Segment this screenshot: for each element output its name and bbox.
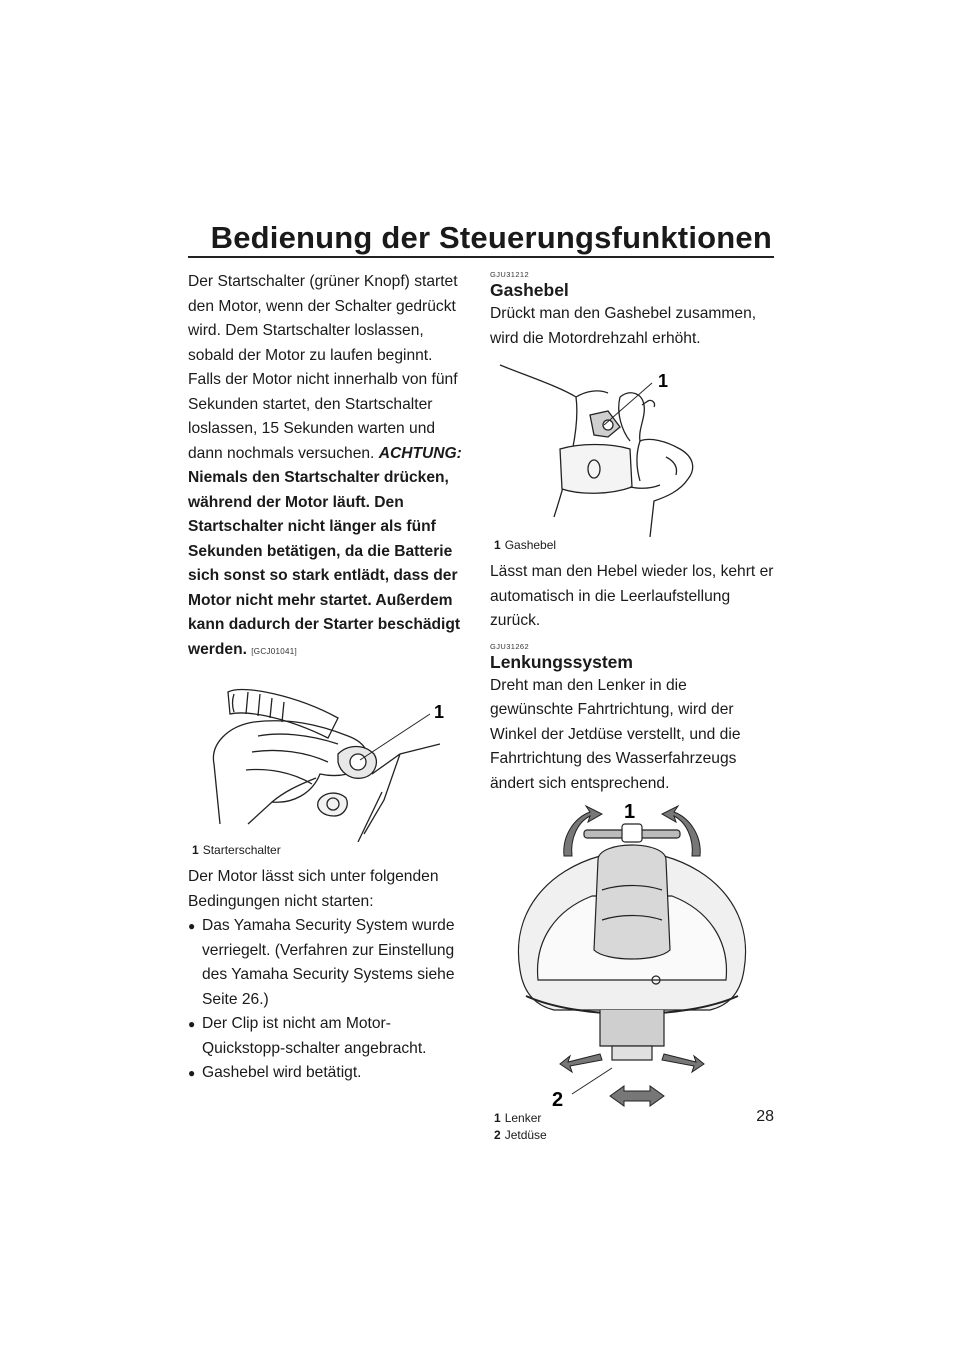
gashebel-illustration bbox=[490, 357, 774, 537]
start-switch-illustration bbox=[188, 674, 468, 842]
lenkung-illustration bbox=[490, 800, 774, 1110]
achtung-label: ACHTUNG: bbox=[378, 444, 462, 462]
list-item: ● Das Yamaha Security System wurde verriegelt. (Verfahren zur Einstellung des Yamaha Security Systems siehe Seite 26.) bbox=[188, 917, 455, 1008]
page-title: Bedienung der Steuerungsfunktionen bbox=[210, 220, 772, 255]
right-column bbox=[490, 270, 774, 1144]
lenkung-figure bbox=[490, 800, 774, 1144]
jetduese-callout: 2 bbox=[552, 1089, 564, 1110]
start-switch-figure bbox=[188, 674, 468, 859]
start-switch-caption: 1 Starterschalter bbox=[192, 843, 281, 857]
list-item: ● Der Clip ist nicht am Motor-Quickstopp-schalter angebracht. bbox=[188, 1015, 427, 1057]
gashebel-after-text: Lässt man den Hebel wieder los, kehrt er automatisch in die Leerlaufstellung zurück. bbox=[490, 563, 774, 629]
achtung-text: Niemals den Startschalter drücken, während der Motor läuft. Den Startschalter nicht länger als fünf Sekunden betätigen, da die Batterie sich sonst so stark entlädt, dass der Motor nicht mehr startet. Außerdem kann dadurch der Starter beschädigt werden. bbox=[188, 469, 461, 658]
gashebel-text: Drückt man den Gashebel zusammen, wird die Motordrehzahl erhöht. bbox=[490, 305, 757, 347]
start-switch-intro: Der Startschalter (grüner Knopf) startet den Motor, wenn der Schalter gedrückt wird. Dem Startschalter loslassen, sobald der Motor zu laufen beginnt. Falls der Motor nicht innerhalb von fünf Sekunden startet, den Startschalter loslassen, 15 Sekunden warten und dann nochmals versuchen. bbox=[188, 273, 458, 462]
page-number: 28 bbox=[756, 1108, 774, 1125]
lenkung-text: Dreht man den Lenker in die gewünschte Fahrtrichtung, wird der Winkel der Jetdüse verstellt, und die Fahrtrichtung des Wasserfahrzeugs ändert sich entsprechend. bbox=[490, 676, 741, 792]
achtung-code: [GCJ01041] bbox=[251, 646, 297, 656]
lenkung-caption-2: 2 Jetdüse bbox=[494, 1128, 547, 1142]
left-column bbox=[188, 270, 468, 1086]
list-item: ● Gashebel wird betätigt. bbox=[188, 1064, 362, 1081]
lenkung-caption-1: 1 Lenker bbox=[494, 1111, 542, 1125]
gashebel-caption: 1 Gashebel bbox=[494, 538, 557, 552]
gashebel-figure bbox=[490, 357, 774, 554]
start-switch-paragraph bbox=[188, 270, 468, 664]
lenkung-section-code: GJU31262 bbox=[490, 641, 530, 651]
conditions-intro: Der Motor lässt sich unter folgenden Bedingungen nicht starten: bbox=[188, 868, 439, 910]
title-rule bbox=[188, 256, 774, 258]
gashebel-section-code: GJU31212 bbox=[490, 270, 530, 279]
lenker-callout: 1 bbox=[624, 801, 636, 823]
lenkung-heading: Lenkungssystem bbox=[490, 651, 633, 672]
gashebel-callout: 1 bbox=[658, 371, 669, 391]
gashebel-heading: Gashebel bbox=[490, 280, 569, 300]
start-switch-callout: 1 bbox=[434, 702, 445, 722]
conditions-list bbox=[188, 914, 468, 1086]
